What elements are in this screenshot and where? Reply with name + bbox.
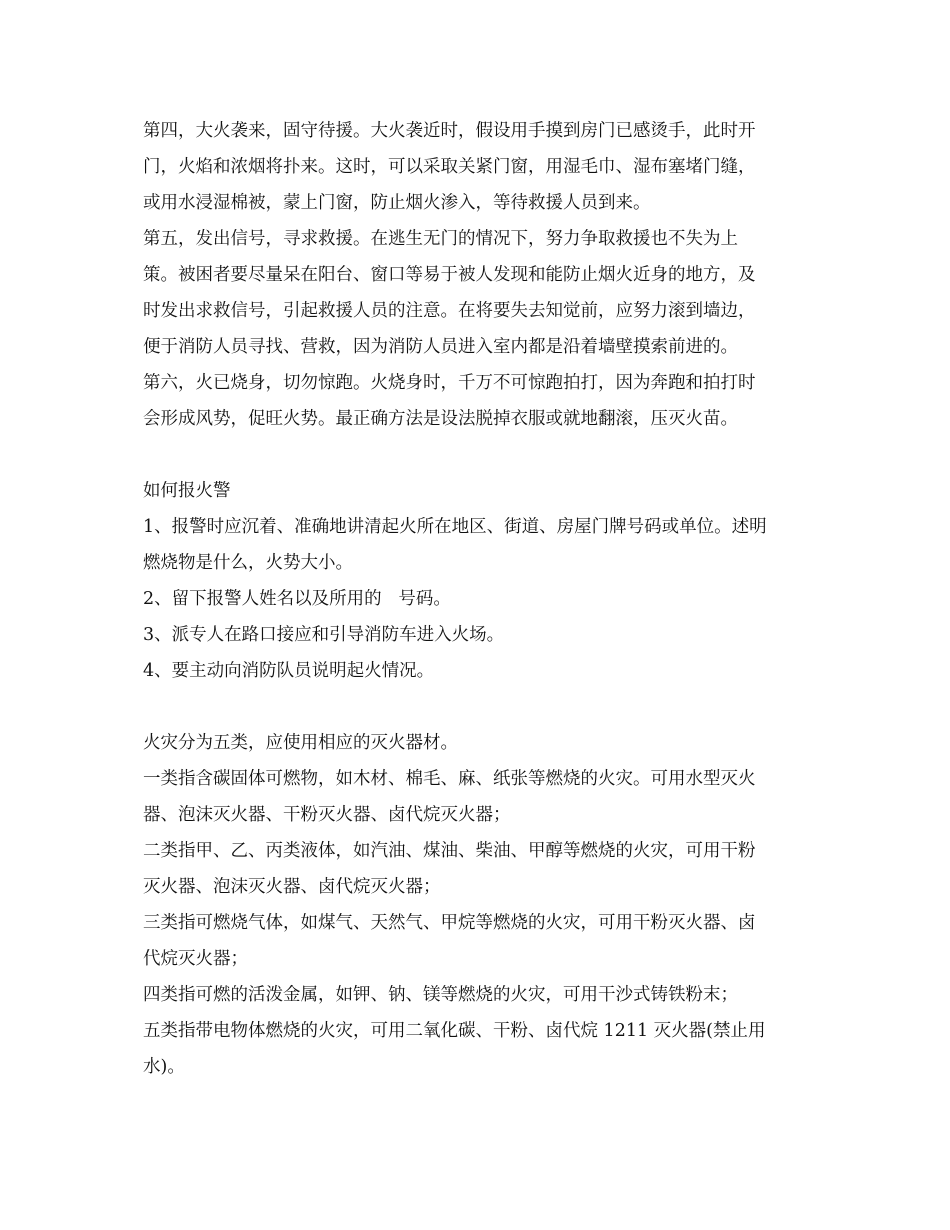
paragraph-line: 第四，大火袭来，固守待援。大火袭近时，假设用手摸到房门已感烫手，此时开 (143, 121, 756, 141)
list-item: 燃烧物是什么，火势大小。 (143, 553, 353, 573)
paragraph-line: 门，火焰和浓烟将扑来。这时，可以采取关紧门窗，用湿毛巾、湿布塞堵门缝， (143, 157, 756, 177)
fire-classes-section (143, 725, 813, 1085)
paragraph-line: 第六，火已烧身，切勿惊跑。火烧身时，千万不可惊跑拍打，因为奔跑和拍打时 (143, 373, 756, 393)
section-spacer (143, 437, 813, 473)
paragraph-line: 五类指带电物体燃烧的火灾，可用二氧化碳、干粉、卤代烷 1211 灭火器(禁止用 (143, 1021, 766, 1041)
paragraph-line: 会形成风势，促旺火势。最正确方法是设法脱掉衣服或就地翻滚，压灭火苗。 (143, 409, 738, 429)
paragraph-line: 代烷灭火器； (143, 949, 248, 969)
paragraph-line: 器、泡沫灭火器、干粉灭火器、卤代烷灭火器； (143, 805, 511, 825)
paragraph-line: 四类指可燃的活泼金属，如钾、钠、镁等燃烧的火灾，可用干沙式铸铁粉末； (143, 985, 738, 1005)
list-item: 4、要主动向消防队员说明起火情况。 (143, 661, 435, 681)
paragraph-line: 时发出求救信号，引起救援人员的注意。在将要失去知觉前，应努力滚到墙边， (143, 301, 756, 321)
paragraph-line: 或用水浸湿棉被，蒙上门窗，防止烟火渗入，等待救援人员到来。 (143, 193, 651, 213)
paragraph-line: 二类指甲、乙、丙类液体，如汽油、煤油、柴油、甲醇等燃烧的火灾，可用干粉 (143, 841, 756, 861)
list-item: 1、报警时应沉着、准确地讲清起火所在地区、街道、房屋门牌号码或单位。述明 (143, 517, 767, 537)
paragraph-line: 一类指含碳固体可燃物，如木材、棉毛、麻、纸张等燃烧的火灾。可用水型灭火 (143, 769, 756, 789)
section-spacer (143, 689, 813, 725)
document-body (143, 113, 813, 1085)
paragraph-line: 策。被困者要尽量呆在阳台、窗口等易于被人发现和能防止烟火近身的地方，及 (143, 265, 756, 285)
fire-report-section (143, 473, 813, 689)
paragraph-line: 灭火器、泡沫灭火器、卤代烷灭火器； (143, 877, 441, 897)
paragraph-line: 第五，发出信号，寻求救援。在逃生无门的情况下，努力争取救援也不失为上 (143, 229, 738, 249)
escape-tips-section (143, 113, 813, 437)
list-item: 3、派专人在路口接应和引导消防车进入火场。 (143, 625, 505, 645)
paragraph-line: 便于消防人员寻找、营救，因为消防人员进入室内都是沿着墙壁摸索前进的。 (143, 337, 738, 357)
paragraph-line: 水)。 (143, 1057, 185, 1077)
section-heading: 火灾分为五类，应使用相应的灭火器材。 (143, 733, 458, 753)
paragraph-line: 三类指可燃烧气体，如煤气、天然气、甲烷等燃烧的火灾，可用干粉灭火器、卤 (143, 913, 756, 933)
section-heading: 如何报火警 (143, 481, 231, 501)
list-item: 2、留下报警人姓名以及所用的 号码。 (143, 589, 451, 609)
